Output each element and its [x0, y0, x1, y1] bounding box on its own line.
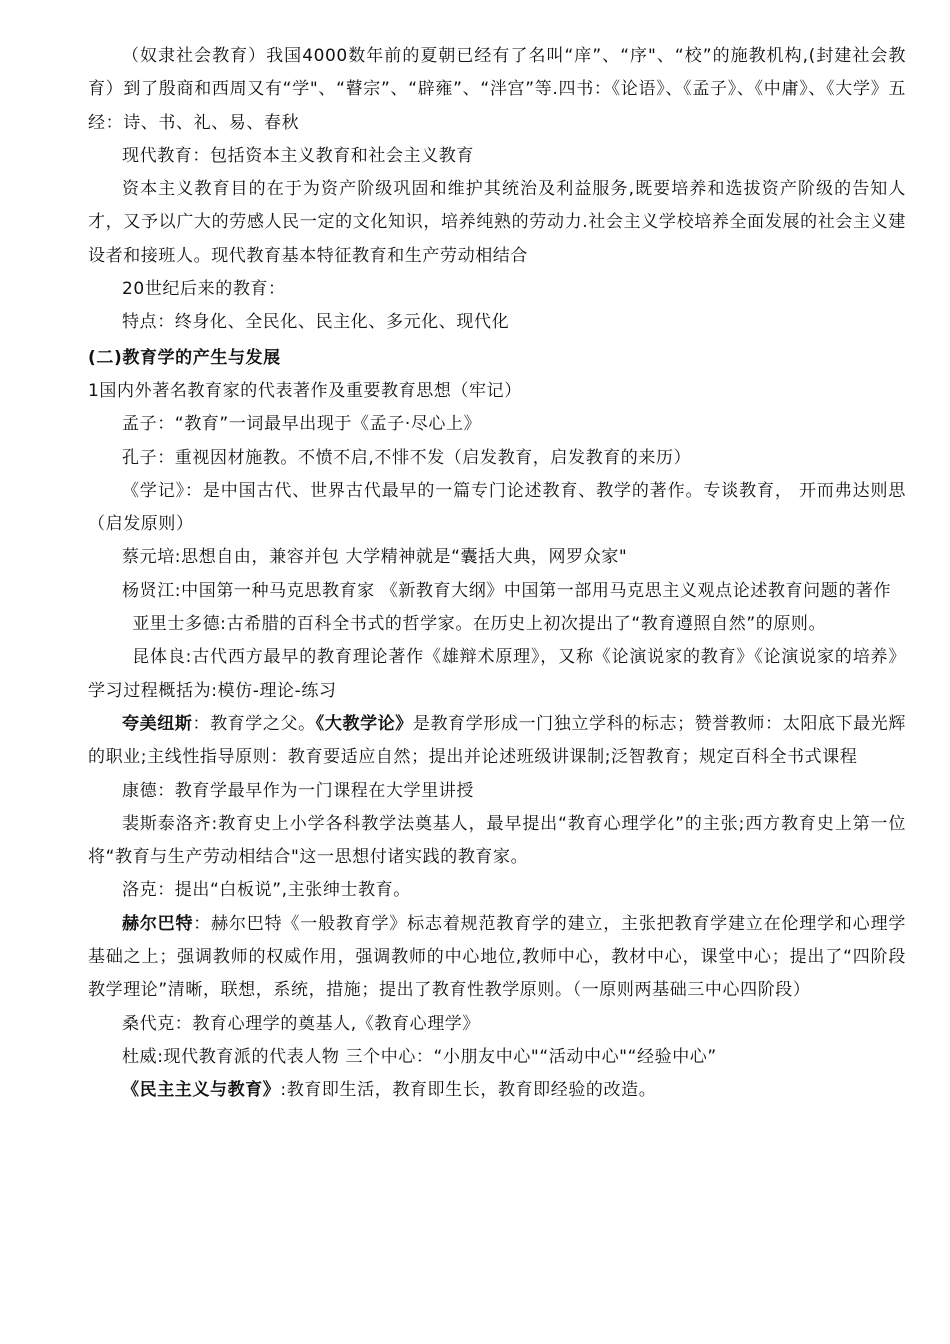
entry-locke: 洛克：提出“白板说”,主张绅士教育。	[122, 880, 411, 901]
entry-confucius: 孔子：重视因材施教。不愤不启,不悱不发（启发教育，启发教育的来历）	[122, 447, 692, 468]
entry-xueji: 《学记》：是中国古代、世界古代最早的一篇专门论述教育、教学的著作。专谈教育， 开而弗达则思（启发原则）	[88, 480, 906, 535]
section-heading: (二)教育学的产生与发展	[88, 347, 281, 368]
entry-democracy-book: 《民主主义与教育》	[122, 1080, 281, 1101]
paragraph-features: 特点：终身化、全民化、民主化、多元化、现代化	[122, 312, 510, 333]
document-page	[88, 40, 906, 1108]
entry-comenius-text: ：教育学之父。	[192, 713, 316, 734]
entry-comenius-book: 《大教学论》	[315, 713, 413, 734]
entry-aristotle: 亚里士多德:古希腊的百科全书式的哲学家。在历史上初次提出了“教育遵照自然”的原则。	[132, 614, 827, 635]
entry-quintilian: 昆体良:古代西方最早的教育理论著作《雄辩术原理》，又称《论演说家的教育》《论演说家的培养》学习过程概括为:模仿-理论-练习	[88, 647, 906, 701]
paragraph-20th-century: 20世纪后来的教育：	[122, 279, 286, 300]
entry-comenius	[88, 708, 906, 775]
entry-pestalozzi: 裴斯泰洛齐:教育史上小学各科教学法奠基人，最早提出“教育心理学化”的主张;西方教育史上第一位将“教育与生产劳动相结合"这一思想付诸实践的教育家。	[88, 813, 906, 868]
paragraph-capitalist-socialist: 资本主义教育目的在于为资产阶级巩固和维护其统治及利益服务,既要培养和选拔资产阶级的告知人才，又予以广大的劳感人民一定的文化知识，培养纯熟的劳动力.社会主义学校培养全面发展的社会主义建设者和接班人。现代教育基本特征教育和生产劳动相结合	[88, 179, 906, 266]
entry-cai-yuanpei: 蔡元培:思想自由，兼容并包 大学精神就是“囊括大典，网罗众家"	[122, 547, 628, 568]
entry-comenius-name: 夸美纽斯	[122, 713, 193, 734]
entry-yang-xianjiang: 杨贤江:中国第一种马克思教育家 《新教育大纲》中国第一部用马克思主义观点论述教育问题的著作	[122, 580, 892, 601]
entry-herbart-text: ：赫尔巴特《一般教育学》标志着规范教育学的建立，主张把教育学建立在伦理学和心理学基础之上；强调教师的权威作用，强调教师的中心地位,教师中心，教材中心，课堂中心；提出了“四阶段教学理论”清晰，联想，系统，措施；提出了教育性教学原则。（一原则两基础三中心四阶段）	[88, 913, 906, 1001]
entry-herbart-name: 赫尔巴特	[122, 913, 194, 934]
paragraph-ancient-education: （奴隶社会教育）我国4000数年前的夏朝已经有了名叫“庠”、“序"、“校”的施教机构,(封建社会教育）到了殷商和西周又有“学"、“瞽宗”、“辟雍”、“泮宫”等.四书：《论语》、《孟子》、《中庸》、《大学》五经：诗、书、礼、易、春秋	[88, 46, 906, 133]
entry-herbart	[88, 908, 906, 1008]
entry-democracy-education	[88, 1074, 906, 1107]
entry-comenius-text2: 是教育学形成一门独立学科的标志；赞誉教师：太阳底下最光辉的职业;主线性指导原则：教育要适应自然；提出并论述班级讲课制;泛智教育；规定百科全书式课程	[88, 713, 906, 768]
paragraph-modern-education: 现代教育：包括资本主义教育和社会主义教育	[122, 145, 474, 166]
entry-democracy-text: :教育即生活，教育即生长，教育即经验的改造。	[280, 1080, 657, 1101]
section-intro: 1国内外著名教育家的代表著作及重要教育思想（牢记）	[88, 380, 522, 401]
entry-mencius: 孟子：“教育”一词最早出现于《孟子·尽心上》	[122, 414, 482, 435]
entry-dewey: 杜威:现代教育派的代表人物 三个中心：“小朋友中心"“活动中心"“经验中心”	[122, 1046, 717, 1067]
entry-kant: 康德：教育学最早作为一门课程在大学里讲授	[122, 780, 474, 801]
entry-thorndike: 桑代克：教育心理学的奠基人,《教育心理学》	[122, 1013, 481, 1034]
